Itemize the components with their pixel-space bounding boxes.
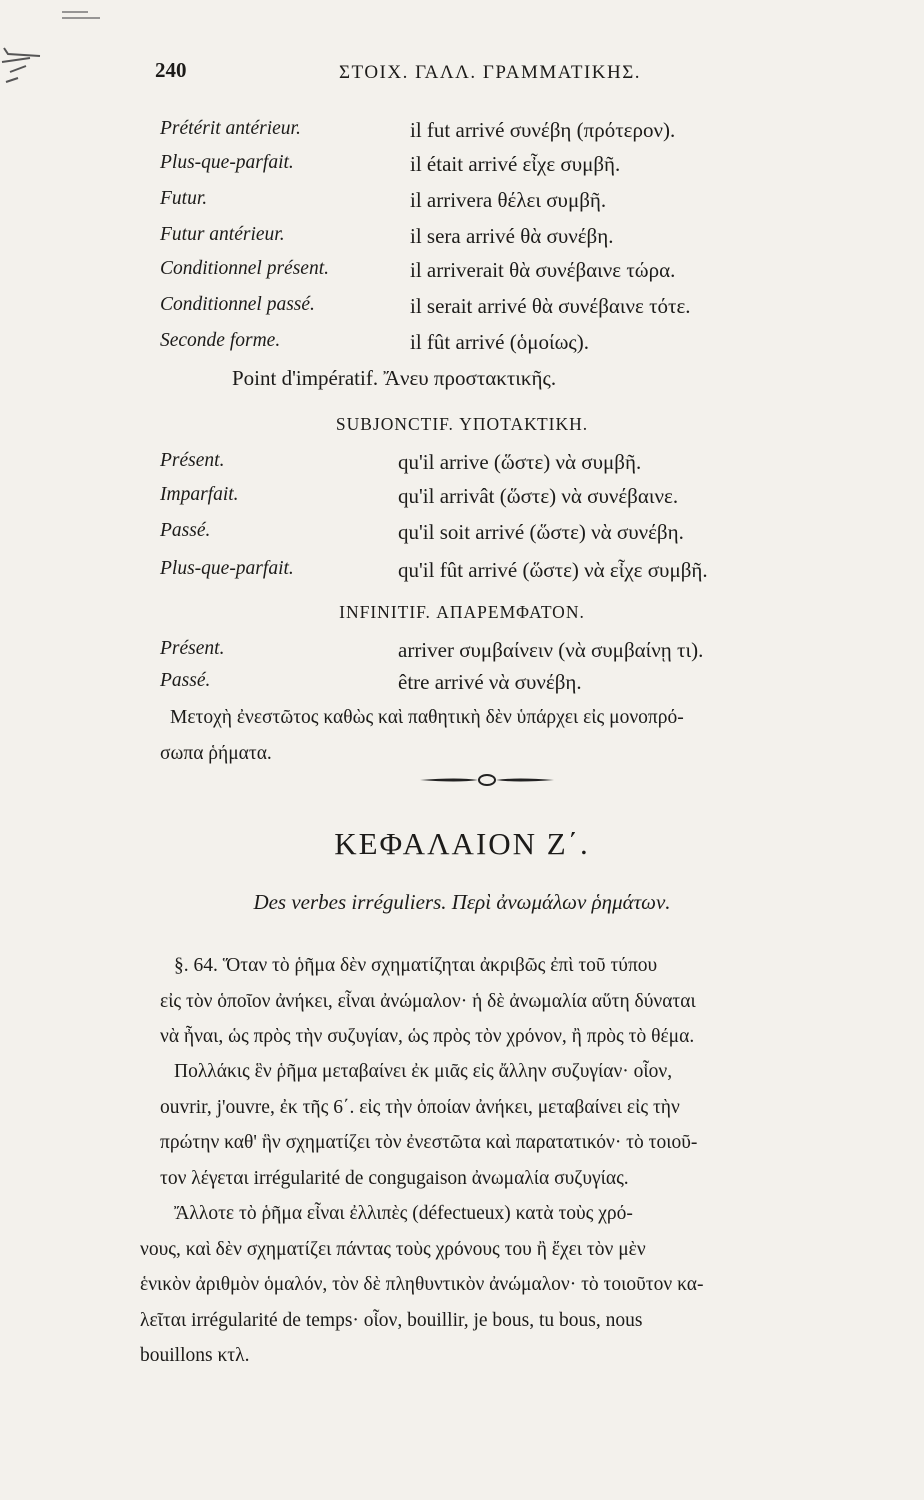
running-header	[155, 58, 835, 92]
tense-form: qu'il arrive (ὥστε) νὰ συμβῆ.	[398, 450, 642, 474]
tense-label: Prétérit antérieur.	[160, 118, 301, 139]
page-number: 240	[155, 58, 187, 82]
tense-form: il fût arrivé (ὁμοίως).	[410, 330, 589, 354]
paragraph	[160, 1054, 697, 1196]
tense-form: il fut arrivé συνέβη (πρότερον).	[410, 118, 676, 142]
tense-form: qu'il soit arrivé (ὥστε) νὰ συνέβη.	[398, 520, 684, 544]
tense-label: Passé.	[160, 670, 211, 691]
text-line: νὰ ἦναι, ὡς πρὸς τὴν συζυγίαν, ὡς πρὸς τὸν χρόνον, ἢ πρὸς τὸ θέμα.	[160, 1026, 695, 1047]
imperative-note: Point d'impératif. Ἄνευ προστακτικῆς.	[232, 366, 557, 390]
tense-label: Présent.	[160, 450, 225, 471]
tense-form: être arrivé νὰ συνέβη.	[398, 670, 582, 694]
text-line: Μετοχὴ ἐνεστῶτος καθὼς καὶ παθητικὴ δὲν ὑπάρχει εἰς μονοπρό-	[170, 707, 684, 728]
text-line: ἑνικὸν ἀριθμὸν ὁμαλόν, τὸν δὲ πληθυντικὸν ἀνώμαλον· τὸ τοιοῦτον κα-	[140, 1274, 704, 1295]
subjunctive-heading: SUBJONCTIF. ΥΠΟΤΑΚΤΙΚΗ.	[335, 414, 589, 434]
paragraph	[140, 1196, 703, 1374]
divider-ornament	[418, 768, 556, 792]
tense-label: Passé.	[160, 520, 211, 541]
tense-label: Conditionnel passé.	[160, 294, 315, 315]
text-line: §. 64. Ὅταν τὸ ῥῆμα δὲν σχηματίζηται ἀκριβῶς ἐπὶ τοῦ τύπου	[174, 955, 658, 976]
tense-label: Seconde forme.	[160, 330, 281, 351]
tense-form: qu'il arrivât (ὥστε) νὰ συνέβαινε.	[398, 484, 679, 508]
paragraph	[160, 948, 696, 1055]
tense-form: il était arrivé εἶχε συμβῆ.	[410, 152, 621, 176]
chapter-title: ΚΕΦΑΛΑΙΟΝ Ζ΄.	[334, 826, 590, 861]
tense-label: Plus-que-parfait.	[160, 152, 294, 173]
text-line: τον λέγεται irrégularité de congugaison ἀνωμαλία συζυγίας.	[160, 1167, 629, 1189]
tense-label: Imparfait.	[160, 484, 239, 505]
text-line: bouillons κτλ.	[140, 1345, 250, 1366]
text-line: σωπα ῥήματα.	[160, 742, 272, 764]
chapter-subtitle: Des verbes irréguliers. Περὶ ἀνωμάλων ῥημάτων.	[253, 890, 671, 914]
tense-form: il serait arrivé θὰ συνέβαινε τότε.	[410, 294, 691, 318]
tense-form: il arrivera θέλει συμβῆ.	[410, 188, 607, 212]
tense-label: Futur.	[160, 188, 208, 209]
tense-label: Conditionnel présent.	[160, 258, 329, 279]
text-line: Ἄλλοτε τὸ ῥῆμα εἶναι ἐλλιπὲς (défectueux) κατὰ τοὺς χρό-	[174, 1203, 633, 1224]
infinitive-heading: INFINITIF. ΑΠΑΡΕΜΦΑΤΟΝ.	[339, 602, 585, 622]
tense-form: arriver συμβαίνειν (νὰ συμβαίνῃ τι).	[398, 638, 704, 662]
text-line: εἰς τὸν ὁποῖον ἀνήκει, εἶναι ἀνώμαλον· ἡ δὲ ἀνωμαλία αὕτη δύναται	[160, 990, 696, 1012]
tense-label: Futur antérieur.	[160, 224, 285, 245]
page-edge-marks	[0, 0, 120, 140]
tense-form: il sera arrivé θὰ συνέβη.	[410, 224, 614, 248]
participle-note	[160, 700, 684, 771]
text-line: λεῖται irrégularité de temps· οἷον, bouillir, je bous, tu bous, nous	[140, 1309, 643, 1331]
tense-label: Plus-que-parfait.	[160, 558, 294, 579]
text-line: ouvrir, j'ouvre, ἐκ τῆς 6΄. εἰς τὴν ὁποίαν ἀνήκει, μεταβαίνει εἰς τὴν	[160, 1096, 680, 1118]
text-line: Πολλάκις ἓν ῥῆμα μεταβαίνει ἐκ μιᾶς εἰς ἄλλην συζυγίαν· οἷον,	[174, 1061, 673, 1082]
tense-form: qu'il fût arrivé (ὥστε) νὰ εἶχε συμβῆ.	[398, 558, 708, 582]
running-title: ΣΤΟΙΧ. ΓΑΛΛ. ΓΡΑΜΜΑΤΙΚΗΣ.	[339, 62, 642, 83]
text-line: νους, καὶ δὲν σχηματίζει πάντας τοὺς χρόνους του ἢ ἔχει τὸν μὲν	[140, 1238, 646, 1260]
text-line: πρώτην καθ' ἣν σχηματίζει τὸν ἐνεστῶτα καὶ παρατατικόν· τὸ τοιοῦ-	[160, 1132, 698, 1153]
tense-label: Présent.	[160, 638, 225, 659]
tense-form: il arriverait θὰ συνέβαινε τώρα.	[410, 258, 676, 282]
